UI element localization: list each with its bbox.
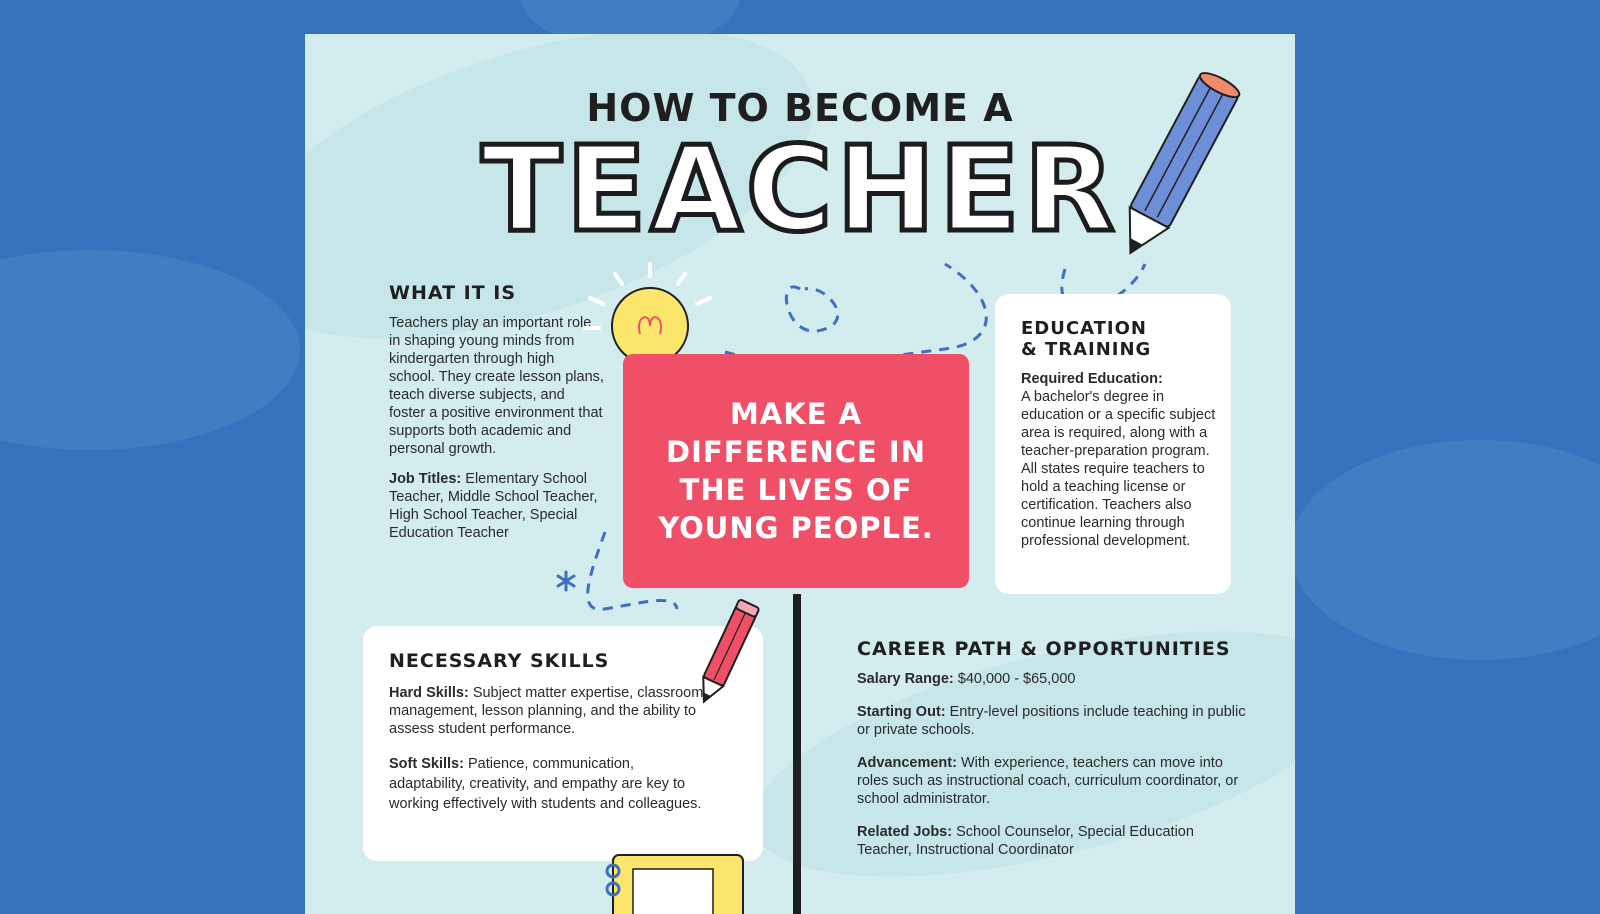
career-heading: CAREER PATH & OPPORTUNITIES bbox=[857, 638, 1231, 660]
related-text: School Counselor, Special Education Teacher, Instructional Coordinator bbox=[857, 824, 1194, 858]
background-blob bbox=[1290, 440, 1600, 660]
title-small: HOW TO BECOME A bbox=[586, 86, 1014, 130]
skills-heading: NECESSARY SKILLS bbox=[389, 650, 610, 672]
motto-text: MAKE A DIFFERENCE IN THE LIVES OF YOUNG PEOPLE. bbox=[658, 397, 934, 545]
motto-sign bbox=[623, 354, 969, 588]
starting-text: Entry-level positions include teaching in public or private schools. bbox=[857, 704, 1246, 738]
soft-skills-text: Patience, communication, adaptability, creativity, and empathy are key to working effectively with students and colleagues. bbox=[389, 756, 702, 812]
infographic-sheet bbox=[305, 34, 1295, 914]
starting-out bbox=[857, 703, 1247, 739]
soft-skills-label: Soft Skills: bbox=[389, 756, 464, 772]
title-big: TEACHER bbox=[481, 120, 1119, 258]
hard-skills-label: Hard Skills: bbox=[389, 685, 469, 701]
notebook-icon bbox=[595, 849, 755, 914]
soft-skills bbox=[389, 754, 709, 814]
what-it-is-heading: WHAT IT IS bbox=[389, 282, 517, 304]
sign-pole bbox=[793, 594, 801, 914]
job-titles-value: Elementary School Teacher, Middle School Teacher, High School Teacher, Special Education Teacher bbox=[389, 471, 598, 541]
what-it-is-section bbox=[389, 282, 604, 542]
education-heading-line1: EDUCATION bbox=[1021, 318, 1147, 339]
related-label: Related Jobs: bbox=[857, 824, 953, 840]
job-titles-label: Job Titles: bbox=[389, 471, 462, 487]
related-jobs bbox=[857, 823, 1247, 859]
salary-value: $40,000 - $65,000 bbox=[957, 671, 1076, 687]
education-card bbox=[995, 294, 1231, 594]
what-it-is-description: Teachers play an important role in shaping young minds from kindergarten through high school. They create lesson plans, teach diverse subjects, and foster a positive environment that supports both academic and personal growth. bbox=[389, 315, 604, 457]
education-heading-line2: & TRAINING bbox=[1021, 339, 1152, 360]
advancement-label: Advancement: bbox=[857, 755, 957, 771]
required-education-text: A bachelor's degree in education or a specific subject area is required, along with a teacher-preparation program. All states require teachers to hold a teaching license or certification. Teachers also continue learning through professional development. bbox=[1021, 389, 1216, 549]
required-education-label: Required Education: bbox=[1021, 371, 1163, 387]
advancement-text: With experience, teachers can move into roles such as instructional coach, curriculum coordinator, or school administrator. bbox=[857, 755, 1239, 807]
job-titles bbox=[389, 470, 604, 542]
career-section bbox=[857, 638, 1247, 859]
salary-label: Salary Range: bbox=[857, 671, 954, 687]
salary-range bbox=[857, 670, 1247, 688]
pencil-red-icon bbox=[685, 594, 765, 714]
advancement bbox=[857, 754, 1247, 808]
background-blob bbox=[0, 250, 300, 450]
hard-skills-text: Subject matter expertise, classroom management, lesson planning, and the ability to assess student performance. bbox=[389, 685, 704, 737]
starting-label: Starting Out: bbox=[857, 704, 946, 720]
asterisk-icon bbox=[555, 570, 577, 592]
pencil-blue-icon bbox=[1105, 64, 1245, 274]
hard-skills bbox=[389, 684, 709, 738]
